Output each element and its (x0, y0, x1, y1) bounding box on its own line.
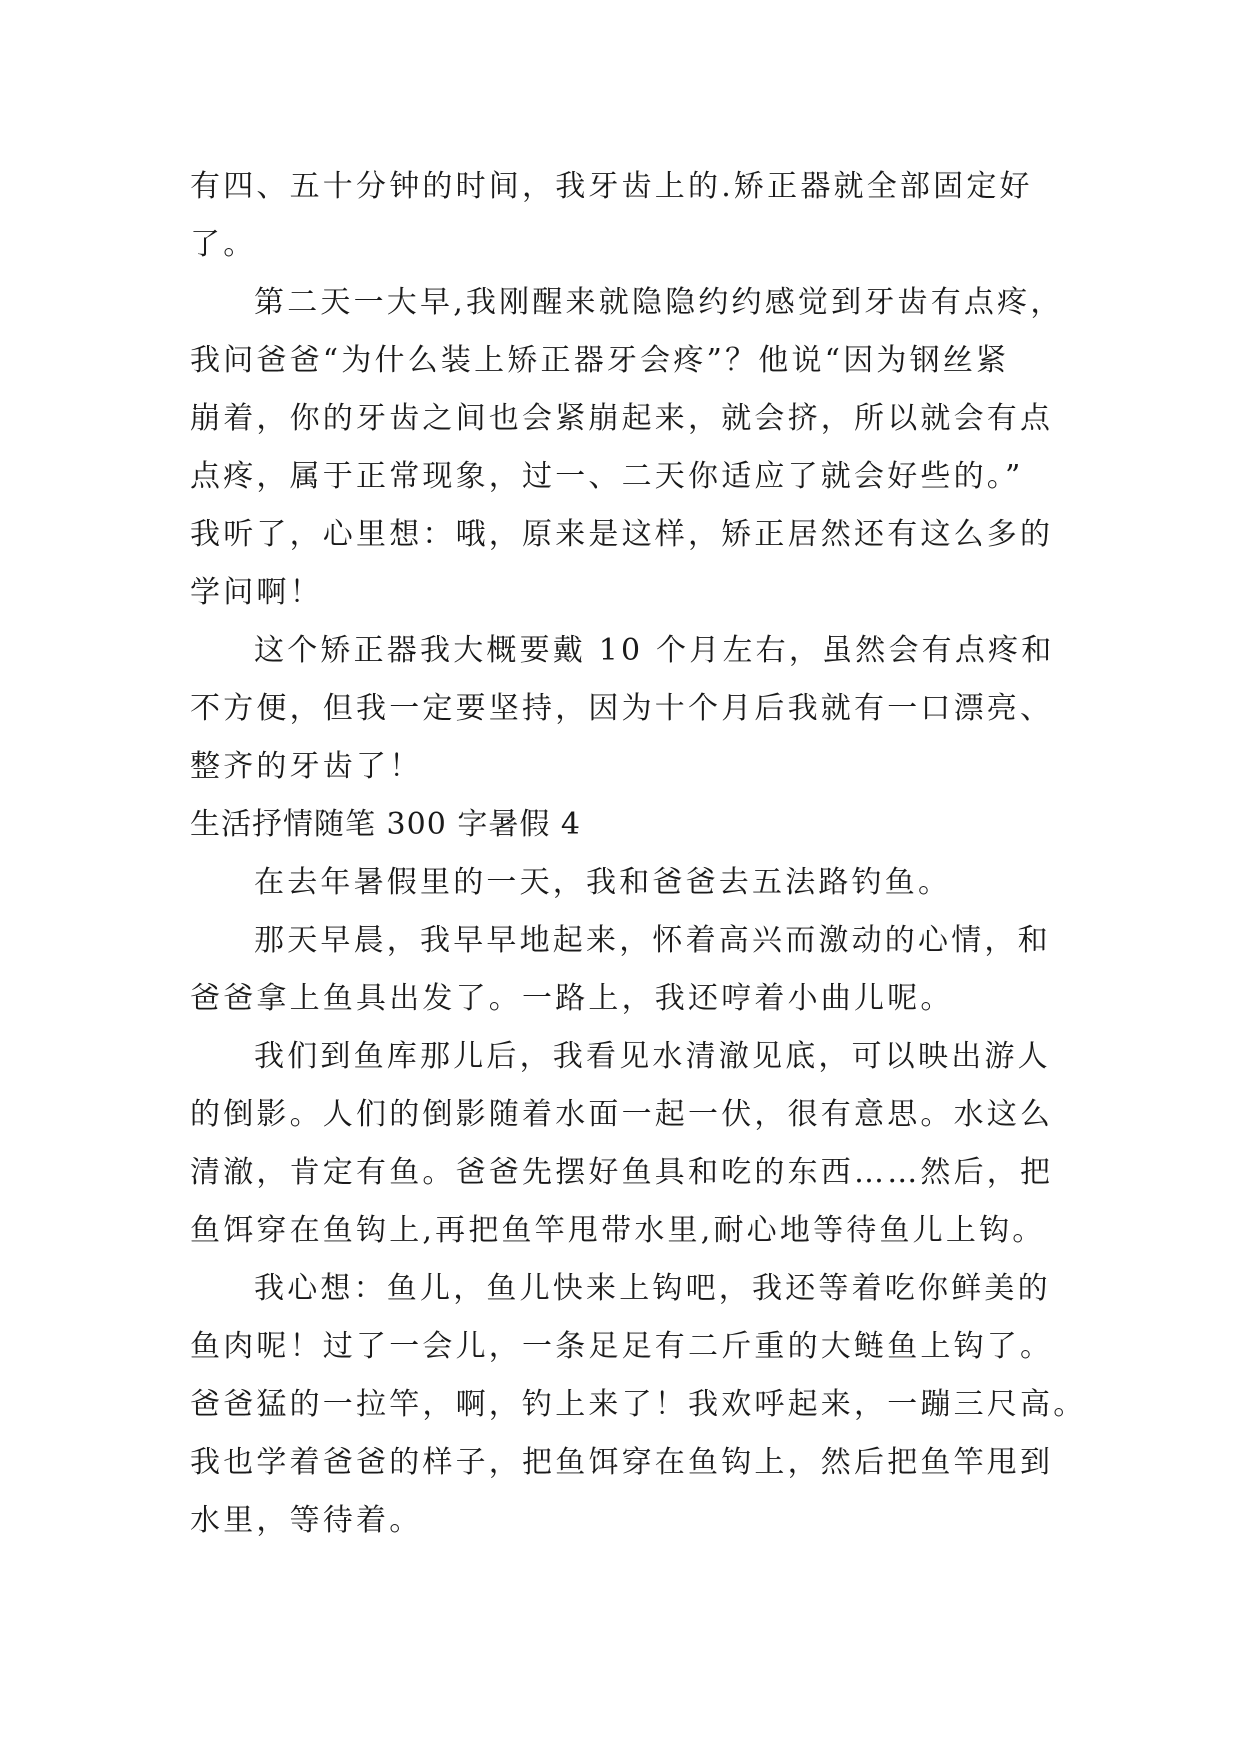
paragraph-start-line: 我心想：鱼儿，鱼儿快来上钩吧，我还等着吃你鲜美的 (254, 1271, 1051, 1306)
text-line: 鱼饵穿在鱼钩上,再把鱼竿甩带水里,耐心地等待鱼儿上钩。 (190, 1213, 1046, 1248)
document-body (190, 158, 1087, 1550)
paragraph-start-line: 这个矫正器我大概要戴 10 个月左右，虽然会有点疼和 (254, 633, 1055, 668)
text-line: 整齐的牙齿了！ (190, 749, 423, 784)
text-line: 了。 (190, 227, 257, 262)
text-line: 点疼，属于正常现象，过一、二天你适应了就会好些的。” (190, 459, 1024, 494)
text-line: 崩着，你的牙齿之间也会紧崩起来，就会挤，所以就会有点 (190, 401, 1054, 436)
text-line: 清澈，肯定有鱼。爸爸先摆好鱼具和吃的东西……然后，把 (190, 1155, 1054, 1190)
text-line: 我也学着爸爸的样子，把鱼饵穿在鱼钩上，然后把鱼竿甩到 (190, 1445, 1054, 1480)
text-line: 不方便，但我一定要坚持，因为十个月后我就有一口漂亮、 (190, 691, 1054, 726)
text-line: 学问啊！ (190, 575, 323, 610)
paragraph-start-line: 我们到鱼库那儿后，我看见水清澈见底，可以映出游人 (254, 1039, 1051, 1074)
paragraph-start-line: 那天早晨，我早早地起来，怀着高兴而激动的心情，和 (254, 923, 1051, 958)
text-line: 鱼肉呢！过了一会儿，一条足足有二斤重的大鲢鱼上钩了。 (190, 1329, 1054, 1364)
text-line: 爸爸猛的一拉竿，啊，钓上来了！我欢呼起来，一蹦三尺高。 (190, 1387, 1087, 1422)
text-line: 我问爸爸“为什么装上矫正器牙会疼”？他说“因为钢丝紧 (190, 343, 1010, 378)
paragraph-start-line: 在去年暑假里的一天，我和爸爸去五法路钓鱼。 (254, 865, 952, 900)
text-line: 的倒影。人们的倒影随着水面一起一伏，很有意思。水这么 (190, 1097, 1054, 1132)
paragraph-start-line: 第二天一大早,我刚醒来就隐隐约约感觉到牙齿有点疼， (254, 285, 1064, 320)
text-line: 有四、五十分钟的时间，我牙齿上的.矫正器就全部固定好 (190, 169, 1033, 204)
text-line: 水里，等待着。 (190, 1503, 423, 1538)
text-line: 我听了，心里想：哦，原来是这样，矫正居然还有这么多的 (190, 517, 1054, 552)
text-line: 爸爸拿上鱼具出发了。一路上，我还哼着小曲儿呢。 (190, 981, 954, 1016)
section-heading: 生活抒情随笔 300 字暑假 4 (190, 807, 581, 842)
